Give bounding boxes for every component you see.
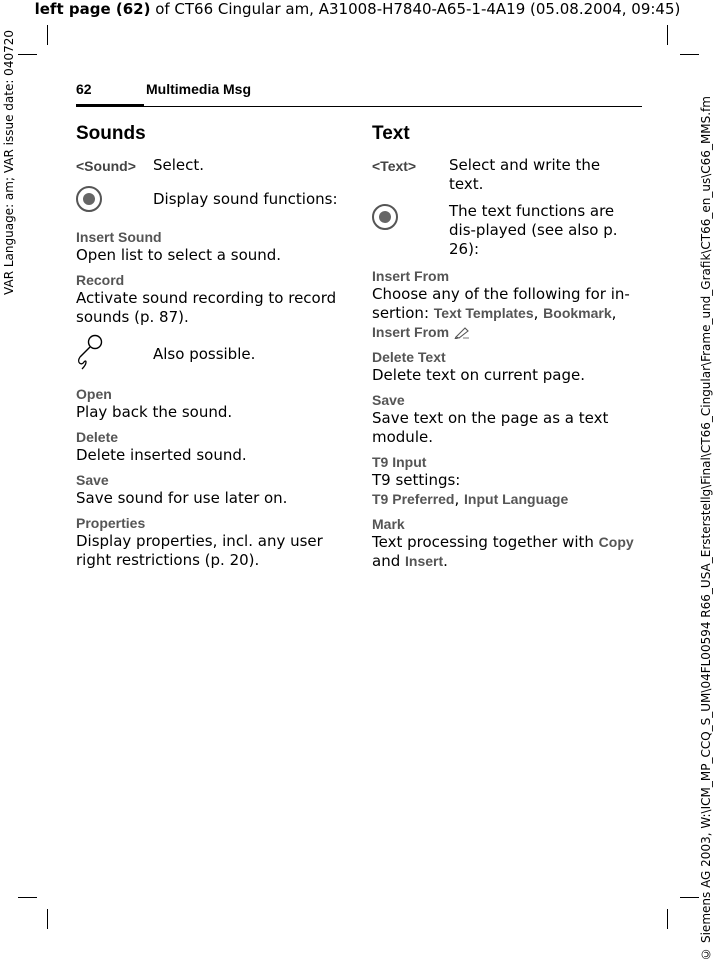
function-title: Save [76,472,109,488]
print-header-bold: left page (62) [34,0,151,18]
option-insert-from: Insert From [372,324,450,340]
crop-mark [680,897,699,898]
function-list [372,267,637,571]
option-copy: Copy [598,534,634,550]
option-bookmark: Bookmark [543,305,612,321]
pencil-icon [454,325,470,339]
softkey-row [76,156,338,176]
section-title-text: Text [372,123,410,144]
function-title: Record [76,272,125,288]
print-header-rest: of CT66 Cingular am, A31008-H7840-A65-1-4A19 (05.08.2004, 09:45) [150,0,681,18]
icon-row-text: The text functions are dis-played (see also p. 26): [449,202,618,258]
left-margin-text: VAR Language: am; VAR issue date: 040720 [2,30,16,295]
function-title: T9 Input [372,454,427,470]
option-input-language: Input Language [464,491,569,507]
function-title: Insert Sound [76,229,162,245]
function-desc: Display properties, incl. any user right restrictions (p. 20). [76,532,323,569]
option-text-templates: Text Templates [433,305,534,321]
right-margin-note [697,0,715,961]
function-title: Open [76,386,112,402]
option-t9-preferred: T9 Preferred [372,491,455,507]
function-desc: Delete inserted sound. [76,446,247,464]
softkey-text: Select. [153,156,205,174]
crop-mark [47,25,48,45]
function-title: Save [372,392,405,408]
crop-mark [667,909,668,929]
text-column [372,122,637,577]
function-title: Properties [76,515,146,531]
icon-row-text: Display sound functions: [153,190,338,208]
page-number: 62 [76,81,92,97]
page-title: Multimedia Msg [146,81,252,97]
navigation-key-icon [76,186,102,212]
function-desc: Save sound for use later on. [76,489,288,507]
function-desc: Delete text on current page. [372,366,585,384]
function-desc: Text processing together with Copy and Insert. [372,533,634,570]
sounds-column [76,122,338,576]
function-desc: Activate sound recording to record sounds (p. 87). [76,289,337,326]
desc-text: Choose any of the following for in-sertion: [372,285,630,322]
crop-mark [18,897,37,898]
mic-row-text: Also possible. [153,345,256,363]
header-rule-accent [76,104,144,107]
crop-mark [18,54,37,55]
option-insert: Insert [405,553,444,569]
crop-mark [47,909,48,929]
function-desc: Save text on the page as a text module. [372,409,609,446]
function-list-2 [76,385,338,570]
function-title: Insert From [372,268,450,284]
crop-mark [680,54,699,55]
section-title-sounds: Sounds [76,123,146,144]
softkey-label: <Sound> [76,158,136,174]
softkey-label: <Text> [372,158,417,174]
function-desc: Play back the sound. [76,403,233,421]
function-title: Delete [76,429,119,445]
header-rule [76,106,642,107]
icon-row [372,202,637,259]
softkey-row [372,156,637,194]
function-desc: Choose any of the following for in-sertion: Text Templates, Bookmark, Insert From [372,285,630,340]
icon-row [76,184,338,220]
function-title: Delete Text [372,349,446,365]
right-margin-text: © Siemens AG 2003, W:\ICM_MP_CCQ_S_UM\04FL00594 R66_USA_Ersterstellg\Final\CT66_Cingular\Frame_und_Grafik\CT66_en_us\C66_MMS.fm [699,96,713,961]
function-desc: Open list to select a sound. [76,246,282,264]
mic-row [76,333,338,377]
function-desc: T9 settings: T9 Preferred, Input Language [372,471,569,508]
softkey-text: Select and write the text. [449,156,601,193]
microphone-icon [76,333,106,373]
function-list [76,228,338,327]
left-margin-note [0,0,18,961]
crop-mark [667,25,668,45]
function-title: Mark [372,516,405,532]
print-header [0,0,715,20]
navigation-key-icon [372,204,398,230]
